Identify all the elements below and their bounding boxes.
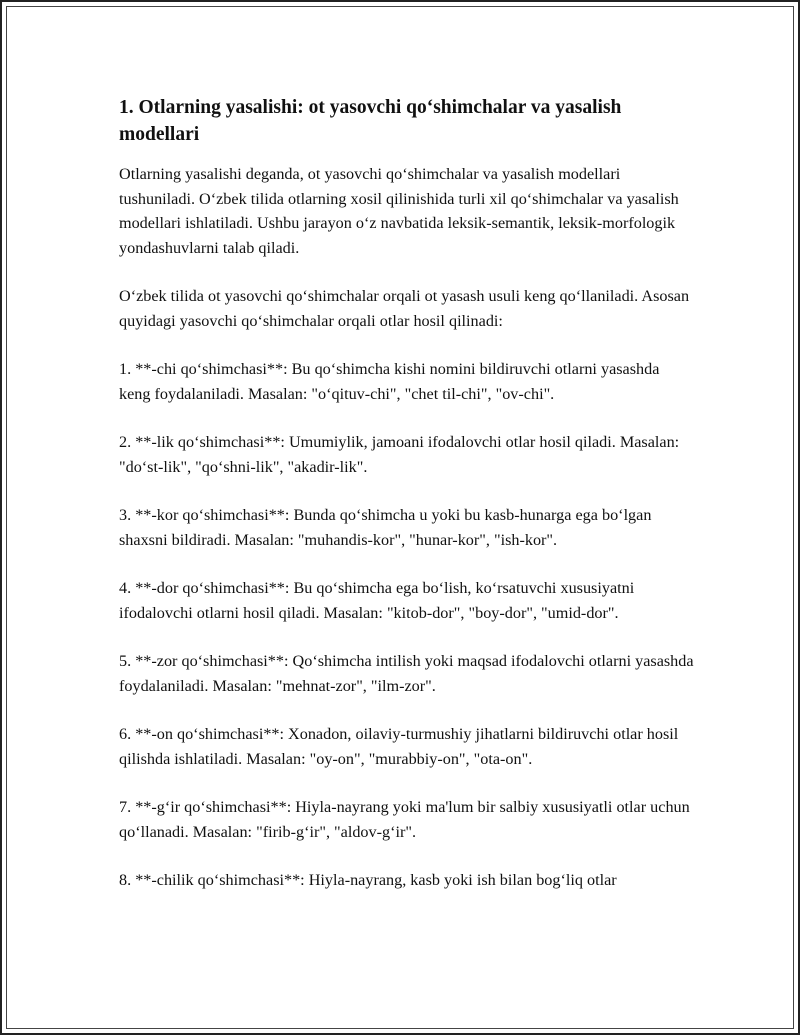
list-item-zor: 5. **-zor qo‘shimchasi**: Qo‘shimcha intilish yoki maqsad ifodalovchi otlarni yasashda foydalaniladi. Masalan: "mehnat-zor", "ilm-zor". [119,652,694,695]
document-body [119,94,694,893]
list-item-dor: 4. **-dor qo‘shimchasi**: Bu qo‘shimcha ega bo‘lish, ko‘rsatuvchi xususiyatni ifodalovchi otlarni hosil qiladi. Masalan: "kitob-dor", "boy-dor", "umid-dor". [119,579,635,622]
list-item-gir: 7. **-g‘ir qo‘shimchasi**: Hiyla-nayrang yoki ma'lum bir salbiy xususiyatli otlar uchun qo‘llanadi. Masalan: "firib-g‘ir", "aldov-g‘ir". [119,798,690,841]
list-item-on: 6. **-on qo‘shimchasi**: Xonadon, oilaviy-turmushiy jihatlarni bildiruvchi otlar hosil qilishda ishlatiladi. Masalan: "oy-on", "murabbiy-on", "ota-on". [119,725,679,768]
suffix-intro-paragraph: O‘zbek tilida ot yasovchi qo‘shimchalar orqali ot yasash usuli keng qo‘llaniladi. Asosan quyidagi yasovchi qo‘shimchalar orqali otlar hosil qilinadi: [119,287,690,330]
list-item-lik: 2. **-lik qo‘shimchasi**: Umumiylik, jamoani ifodalovchi otlar hosil qiladi. Masalan: "do‘st-lik", "qo‘shni-lik", "akadir-lik". [119,433,680,476]
list-item-chi: 1. **-chi qo‘shimchasi**: Bu qo‘shimcha kishi nomini bildiruvchi otlarni yasashda keng foydalaniladi. Masalan: "o‘qituv-chi", "chet til-chi", "ov-chi". [119,360,660,403]
list-item-kor: 3. **-kor qo‘shimchasi**: Bunda qo‘shimcha u yoki bu kasb-hunarga ega bo‘lgan shaxsni bildiradi. Masalan: "muhandis-kor", "hunar-kor", "ish-kor". [119,506,652,549]
section-heading: 1. Otlarning yasalishi: ot yasovchi qo‘shimchalar va yasalish modellari [119,97,622,145]
intro-paragraph: Otlarning yasalishi deganda, ot yasovchi qo‘shimchalar va yasalish modellari tushuniladi. O‘zbek tilida otlarning xosil qilinishida turli xil qo‘shimchalar va yasalish modellari ishlatiladi. Ushbu jarayon o‘z navbatida leksik-semantik, leksik-morfologik yondashuvlarni talab qiladi. [119,165,679,257]
list-item-chilik: 8. **-chilik qo‘shimchasi**: Hiyla-nayrang, kasb yoki ish bilan bog‘liq otlar [119,871,617,889]
